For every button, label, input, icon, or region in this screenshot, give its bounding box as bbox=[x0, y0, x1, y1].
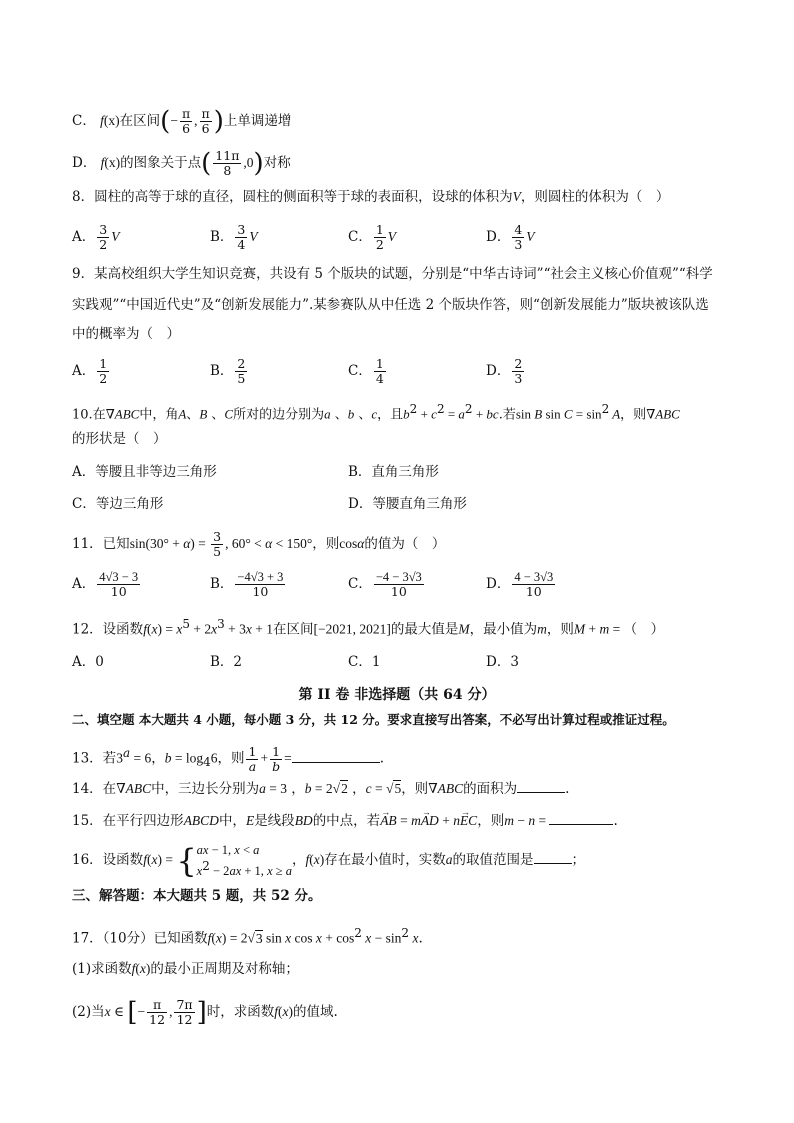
q8-option-c: C． $\frac{1}{2}$ V bbox=[348, 222, 397, 252]
q15-answer-blank[interactable] bbox=[549, 812, 613, 825]
q11-option-d: D． $\frac{4 - 3√3}{10}$ bbox=[486, 570, 554, 599]
q11-option-b: B． $\frac{-4√3 + 3}{10}$ bbox=[210, 570, 284, 599]
q17-stem: 17．（10分）已知函数f(x) = 2√3 sin x $\cos x + \cos^2 x - \sin^2 x$. bbox=[72, 926, 423, 947]
q10-option-d: D．等腰直角三角形 bbox=[348, 496, 467, 512]
fill-in-header: 二、填空题 本大题共 4 小题，每小题 3 分，共 12 分。要求直接写出答案，不必写出计算过程或推证过程。 bbox=[72, 712, 675, 727]
q12-option-a: A．0 bbox=[72, 654, 104, 670]
q10-option-c: C．等边三角形 bbox=[72, 496, 164, 512]
q11-option-c: C． $\frac{-4 - 3√3}{10}$ bbox=[348, 570, 422, 599]
q12-option-c: C．1 bbox=[348, 654, 381, 670]
q16-answer-blank[interactable] bbox=[534, 851, 572, 864]
q7-option-c: C． f(x)在区间(− $\frac{\pi}{6}$ , $\frac{\pi}{6}$ )上单调递增 bbox=[72, 106, 292, 137]
q12-stem: 12．设函数$f(x) = x^5 + 2x^3 + 3x + 1$在区间[−2021, 2021]的最大值是M，最小值为m，则M + m = （ ） bbox=[72, 617, 665, 638]
q11-option-a: A． $\frac{4√3 - 3}{10}$ bbox=[72, 570, 139, 599]
q10-option-a: A．等腰且非等边三角形 bbox=[72, 464, 217, 480]
q9-option-b: B． $\frac{2}{5}$ bbox=[210, 356, 246, 386]
q10-line-2: 的形状是（ ） bbox=[72, 431, 167, 447]
q14-answer-blank[interactable] bbox=[517, 780, 565, 793]
q16: 16．设函数f(x) = { ax − 1, x < a $x^2 - 2ax + 1$, x ≥ a ，f(x)存在最小值时，实数a的取值范围是 ； bbox=[72, 841, 586, 880]
q9-option-d: D． $\frac{2}{3}$ bbox=[486, 356, 523, 386]
q8-option-b: B． $\frac{3}{4}$ V bbox=[210, 222, 258, 252]
q17-part-2: (2)当x ∈ [− $\frac{\pi}{12}$ , $\frac{7\pi}{12}$ ]时，求函数f(x)的值域. bbox=[72, 997, 338, 1028]
solution-header: 三、解答题：本大题共 5 题，共 52 分。 bbox=[72, 888, 322, 904]
q13: 13．若$3^a = 6$，$b = \log_46$，则 $\frac{1}{a}$ + $\frac{1}{b}$ = . bbox=[72, 743, 384, 774]
section-2-title: 第 II 卷 非选择题（共 64 分） bbox=[298, 687, 496, 703]
q10-stem: 10.在∇ABC中，角A、B 、C所对的边分别为a 、b 、c，且$b^2 + c^2 = a^2$ + bc.若sin B $\sin C = \sin^2 A$，则∇ABC bbox=[72, 402, 680, 423]
q9-line-3: 中的概率为（ ） bbox=[72, 326, 180, 342]
q15: 15．在平行四边形ABCD中，E是线段BD的中点，若→ AB = m→ AD + n→ EC，则m − n = . bbox=[72, 812, 618, 830]
q12-option-d: D．3 bbox=[486, 654, 519, 670]
q7-option-d: D． f(x)的图象关于点( $\frac{11\pi}{8}$ ,0)对称 bbox=[72, 148, 291, 179]
q17-part-1: (1)求函数f(x)的最小正周期及对称轴； bbox=[72, 961, 299, 977]
q12-option-b: B．2 bbox=[210, 654, 243, 670]
q9-option-a: A． $\frac{1}{2}$ bbox=[72, 356, 108, 386]
q9-line-2: 实践观”“中国近代史”及“创新发展能力”.某参赛队从中任选 2 个版块作答，则“创新发展能力”版块被该队选 bbox=[72, 297, 709, 313]
q9-option-c: C． $\frac{1}{4}$ bbox=[348, 356, 384, 386]
q8-stem: 8．圆柱的高等于球的直径，圆柱的侧面积等于球的表面积，设球的体积为V，则圆柱的体积为（ ） bbox=[72, 189, 670, 205]
q13-answer-blank[interactable] bbox=[292, 750, 380, 763]
q10-option-b: B．直角三角形 bbox=[348, 464, 439, 480]
q11-stem: 11．已知sin(30° + α) = $\frac{3}{5}$ , 60° < α < 150°，则cosα的值为（ ） bbox=[72, 529, 446, 559]
q8-option-d: D． $\frac{4}{3}$ V bbox=[486, 222, 535, 252]
q8-option-a: A． $\frac{3}{2}$ V bbox=[72, 222, 120, 252]
q14: 14．在∇ABC中，三边长分别为a = 3 ，b = 2√2 ，c = √5，则∇ABC的面积为 . bbox=[72, 781, 570, 797]
q9-line-1: 9．某高校组织大学生知识竞赛，共设有 5 个版块的试题，分别是“中华古诗词”“社会主义核心价值观”“科学 bbox=[72, 266, 713, 282]
